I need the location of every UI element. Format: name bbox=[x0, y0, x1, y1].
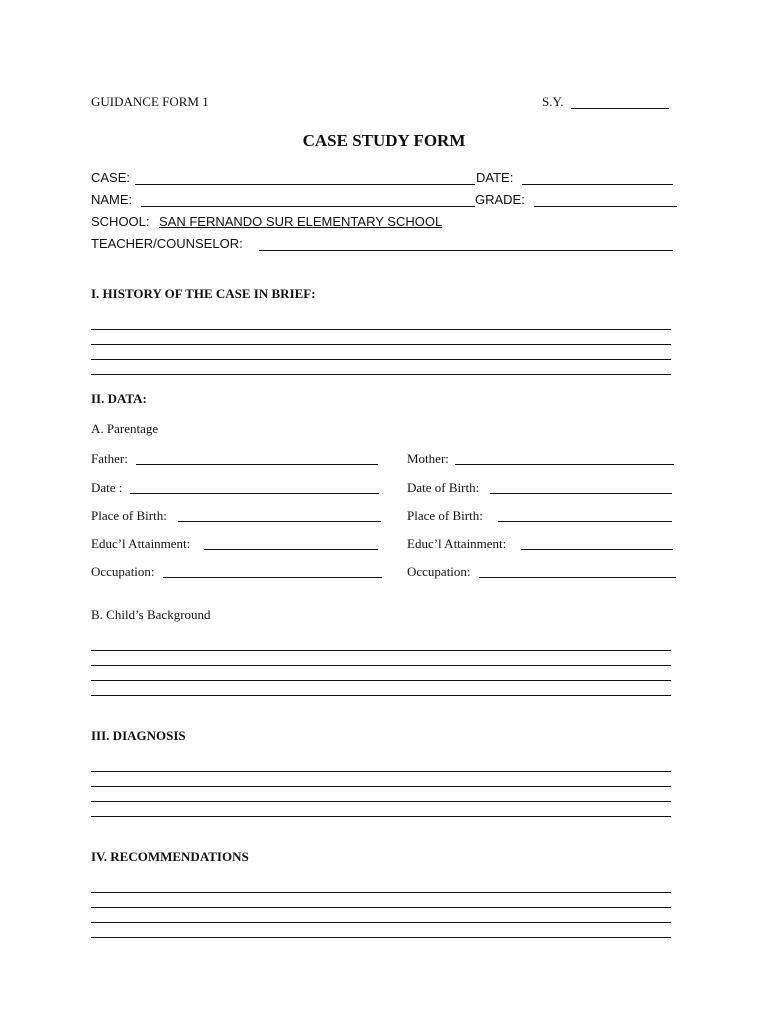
grade-label: GRADE: bbox=[475, 192, 525, 207]
school-year-field[interactable] bbox=[571, 108, 669, 109]
mother-birthdate-field[interactable] bbox=[490, 493, 672, 494]
school-value: SAN FERNANDO SUR ELEMENTARY SCHOOL bbox=[159, 214, 443, 229]
mother-field[interactable] bbox=[455, 464, 674, 465]
mother-birthdate-label: Date of Birth: bbox=[407, 480, 480, 495]
father-birthplace-label: Place of Birth: bbox=[91, 508, 167, 523]
history-heading: I. HISTORY OF THE CASE IN BRIEF: bbox=[91, 286, 316, 301]
history-line[interactable] bbox=[91, 344, 671, 345]
father-occupation-field[interactable] bbox=[163, 577, 382, 578]
history-line[interactable] bbox=[91, 374, 671, 375]
father-label: Father: bbox=[91, 451, 128, 466]
recommendations-heading: IV. RECOMMENDATIONS bbox=[91, 849, 249, 864]
teacher-counselor-label: TEACHER/COUNSELOR: bbox=[91, 236, 243, 251]
recommendations-line[interactable] bbox=[91, 937, 671, 938]
mother-education-label: Educ’l Attainment: bbox=[407, 536, 507, 551]
background-heading: B. Child’s Background bbox=[91, 607, 211, 622]
form-label: GUIDANCE FORM 1 bbox=[91, 94, 209, 109]
case-label: CASE: bbox=[91, 170, 131, 185]
mother-occupation-field[interactable] bbox=[479, 577, 676, 578]
diagnosis-line[interactable] bbox=[91, 816, 671, 817]
grade-field[interactable] bbox=[534, 206, 677, 207]
school-label: SCHOOL: bbox=[91, 214, 150, 229]
history-line[interactable] bbox=[91, 359, 671, 360]
case-field[interactable] bbox=[135, 184, 475, 185]
father-education-label: Educ’l Attainment: bbox=[91, 536, 191, 551]
diagnosis-heading: III. DIAGNOSIS bbox=[91, 728, 186, 743]
name-field[interactable] bbox=[141, 206, 475, 207]
name-label: NAME: bbox=[91, 192, 133, 207]
father-occupation-label: Occupation: bbox=[91, 564, 155, 579]
mother-label: Mother: bbox=[407, 451, 449, 466]
mother-occupation-label: Occupation: bbox=[407, 564, 471, 579]
diagnosis-line[interactable] bbox=[91, 786, 671, 787]
recommendations-line[interactable] bbox=[91, 907, 671, 908]
data-heading: II. DATA: bbox=[91, 391, 147, 406]
date-label: DATE: bbox=[476, 170, 514, 185]
background-line[interactable] bbox=[91, 680, 671, 681]
teacher-counselor-field[interactable] bbox=[259, 250, 673, 251]
diagnosis-line[interactable] bbox=[91, 771, 671, 772]
parentage-heading: A. Parentage bbox=[91, 421, 159, 436]
mother-birthplace-label: Place of Birth: bbox=[407, 508, 483, 523]
page-title: CASE STUDY FORM bbox=[302, 131, 466, 150]
date-field[interactable] bbox=[522, 184, 673, 185]
mother-birthplace-field[interactable] bbox=[498, 521, 672, 522]
recommendations-line[interactable] bbox=[91, 892, 671, 893]
father-birthplace-field[interactable] bbox=[178, 521, 381, 522]
recommendations-line[interactable] bbox=[91, 922, 671, 923]
background-line[interactable] bbox=[91, 650, 671, 651]
background-line[interactable] bbox=[91, 695, 671, 696]
father-field[interactable] bbox=[136, 464, 378, 465]
father-education-field[interactable] bbox=[204, 549, 378, 550]
father-date-field[interactable] bbox=[130, 493, 379, 494]
background-line[interactable] bbox=[91, 665, 671, 666]
diagnosis-line[interactable] bbox=[91, 801, 671, 802]
father-date-label: Date : bbox=[91, 480, 123, 495]
history-line[interactable] bbox=[91, 329, 671, 330]
mother-education-field[interactable] bbox=[521, 549, 673, 550]
school-year-label: S.Y. bbox=[542, 94, 564, 109]
